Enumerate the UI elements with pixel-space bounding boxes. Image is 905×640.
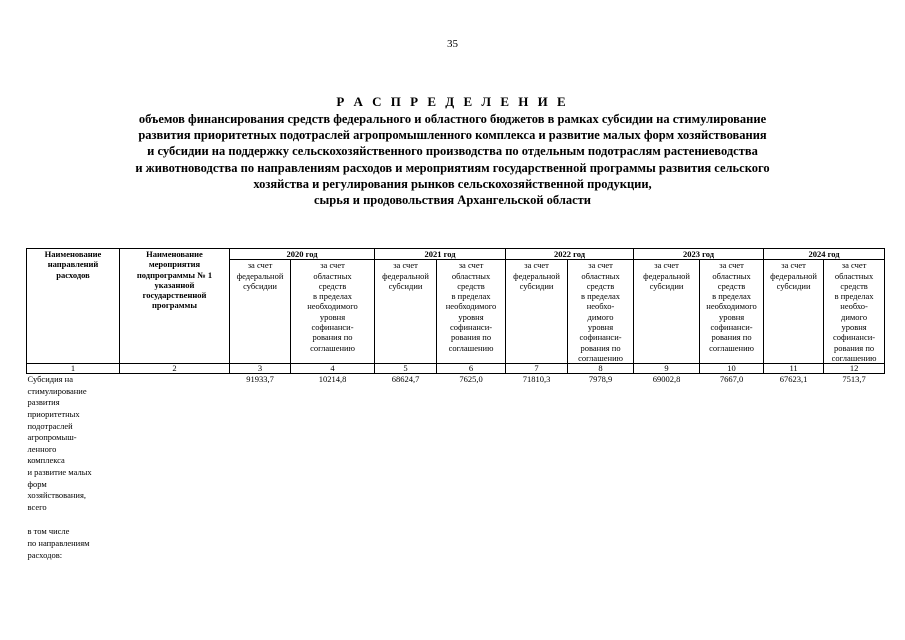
text-line: софинанси- xyxy=(710,322,753,333)
funding-table xyxy=(26,248,885,561)
text-line: областных xyxy=(451,270,491,281)
text-line: средств xyxy=(586,280,615,291)
header-federal-subsidy xyxy=(634,260,700,364)
row-label xyxy=(27,374,120,561)
text-line: комплекса xyxy=(27,455,65,466)
header-year: 2023 год xyxy=(634,249,764,260)
text-line: за счет xyxy=(654,260,679,271)
text-line: федеральной xyxy=(382,270,429,281)
subtitle-line: хозяйства и регулирования рынков сельскохозяйственной продукции, xyxy=(253,176,652,191)
text-line: федеральной xyxy=(513,270,560,281)
value-cell: 67623,1 xyxy=(779,374,808,385)
text-line: форм xyxy=(27,478,47,489)
text-line: приоритетных xyxy=(27,409,80,420)
text-line: за счет xyxy=(247,260,273,271)
text-line: мероприятия xyxy=(148,259,201,270)
subtitle-line: и субсидии на поддержку сельскохозяйственного производства по отдельным подотраслям растениеводства xyxy=(147,144,758,159)
text-line: средств xyxy=(717,280,746,291)
text-line: субсидии xyxy=(649,280,684,291)
text-line: димого xyxy=(587,311,614,322)
text-line: уровня xyxy=(841,322,867,333)
column-number: 2 xyxy=(120,364,230,374)
text-line: подпрограммы № 1 xyxy=(136,269,213,280)
text-line: соглашению xyxy=(578,352,623,363)
header-directions xyxy=(27,249,120,364)
text-line: уровня xyxy=(587,322,614,333)
text-line: всего xyxy=(27,501,47,512)
text-line: соглашению xyxy=(831,352,877,363)
header-year: 2024 год xyxy=(764,249,885,260)
text-line: софинанси- xyxy=(311,322,354,333)
text-line: расходов: xyxy=(27,549,63,560)
text-line: по направлениям xyxy=(27,537,90,548)
text-line: Наименование xyxy=(44,249,102,259)
text-line: направлений xyxy=(47,259,99,270)
column-number: 7 xyxy=(506,364,568,374)
text-line: уровня xyxy=(718,311,745,322)
text-line: рования по xyxy=(312,332,353,343)
header-row-years xyxy=(27,249,885,260)
text-line: средств xyxy=(318,280,347,291)
text-line: необходимого xyxy=(307,301,358,312)
text-line: ленного xyxy=(27,443,57,454)
text-line: рования по xyxy=(580,342,621,353)
subtitle-line: сырья и продовольствия Архангельской области xyxy=(314,193,591,208)
header-year: 2020 год xyxy=(230,249,375,260)
column-number-row xyxy=(27,364,885,374)
value-cell: 7667,0 xyxy=(719,374,744,385)
value-cell: 69002,8 xyxy=(652,374,681,385)
text-line: хозяйствования, xyxy=(27,490,86,501)
header-federal-subsidy xyxy=(506,260,568,364)
text-line: Наименование xyxy=(146,249,203,259)
subtitle-line: развития приоритетных подотраслей агропромышленного комплекса и развитие малых форм хозяйствования xyxy=(138,128,767,143)
text-line: субсидии xyxy=(243,280,277,291)
text-line: средств xyxy=(840,280,868,291)
text-line: субсидии xyxy=(519,280,554,291)
value-cell: 68624,7 xyxy=(391,374,420,385)
subtitle-line: и животноводства по направлениям расходов и мероприятиям государственной программы развития сельского xyxy=(135,160,770,175)
text-line: соглашению xyxy=(310,342,355,353)
column-number: 3 xyxy=(230,364,291,374)
value-cell: 91933,7 xyxy=(246,374,274,385)
text-line: в пределах xyxy=(712,291,752,302)
text-line: областных xyxy=(834,270,874,281)
text-line: развития xyxy=(27,397,60,408)
text-line: рования по xyxy=(834,342,875,353)
text-line: расходов xyxy=(56,269,90,280)
text-line: в том числе xyxy=(27,526,70,537)
header-federal-subsidy xyxy=(230,260,291,364)
text-line: федеральной xyxy=(236,270,284,281)
row-label-main xyxy=(28,374,119,513)
column-number: 5 xyxy=(375,364,437,374)
text-line: стимулирование xyxy=(27,385,87,396)
text-line: софинанси- xyxy=(579,332,622,343)
document-title: Р А С П Р Е Д Е Л Е Н И Е xyxy=(336,94,569,109)
text-line: и развитие малых xyxy=(27,467,92,478)
text-line: за счет xyxy=(781,260,806,271)
header-federal-subsidy xyxy=(764,260,824,364)
text-line: программы xyxy=(152,300,197,311)
text-line: указанной xyxy=(154,279,195,290)
text-line: софинанси- xyxy=(449,322,493,333)
header-federal-subsidy xyxy=(375,260,437,364)
text-line: рования по xyxy=(450,332,492,343)
text-line: за счет xyxy=(841,260,867,271)
text-line: необходимого xyxy=(706,301,757,312)
text-line: соглашению xyxy=(448,342,494,353)
value-cell: 10214,8 xyxy=(318,374,347,385)
text-line: субсидии xyxy=(388,280,423,291)
text-line: за счет xyxy=(588,260,613,271)
text-line: необходимого xyxy=(445,301,497,312)
text-line: за счет xyxy=(458,260,484,271)
text-line: в пределах xyxy=(313,291,352,302)
text-line: уровня xyxy=(458,311,484,322)
value-cell: 7978,9 xyxy=(588,374,613,385)
text-line: областных xyxy=(712,270,751,281)
text-line: субсидии xyxy=(776,280,811,291)
text-line: государственной xyxy=(142,290,207,301)
text-line: Субсидия на xyxy=(27,374,73,385)
value-cell: 7513,7 xyxy=(842,374,866,385)
header-regional-funds xyxy=(824,260,885,364)
page-number: 35 xyxy=(447,38,458,50)
header-regional-funds xyxy=(437,260,506,364)
text-line: в пределах xyxy=(581,291,621,302)
text-line: в пределах xyxy=(451,291,491,302)
text-line: областных xyxy=(581,270,620,281)
column-number: 8 xyxy=(568,364,634,374)
text-line: федеральной xyxy=(643,270,690,281)
header-regional-funds xyxy=(700,260,764,364)
column-number: 11 xyxy=(764,364,824,374)
text-line: рования по xyxy=(711,332,752,343)
text-line: за счет xyxy=(320,260,345,271)
text-line: подотраслей xyxy=(27,420,73,431)
text-line: софинанси- xyxy=(833,332,876,343)
column-number: 4 xyxy=(291,364,375,374)
value-cell: 7625,0 xyxy=(459,374,483,385)
text-line: в пределах xyxy=(834,291,874,302)
text-line: за счет xyxy=(719,260,744,271)
text-line: за счет xyxy=(393,260,418,271)
text-line: уровня xyxy=(319,311,346,322)
text-line: необхо- xyxy=(586,301,615,312)
column-number: 10 xyxy=(700,364,764,374)
text-line: за счет xyxy=(524,260,549,271)
header-measures xyxy=(120,249,230,364)
document-subtitle xyxy=(40,111,865,208)
column-number: 12 xyxy=(824,364,885,374)
text-line: федеральной xyxy=(770,270,817,281)
row-measure xyxy=(120,374,230,561)
column-number: 9 xyxy=(634,364,700,374)
row-label-note xyxy=(28,526,119,561)
column-number: 1 xyxy=(27,364,120,374)
header-regional-funds xyxy=(568,260,634,364)
value-cell: 71810,3 xyxy=(522,374,551,385)
text-line: соглашению xyxy=(709,342,754,353)
subtitle-line: объемов финансирования средств федерального и областного бюджетов в рамках субсидии на стимулирование xyxy=(138,112,767,126)
table-row-subsidy-total xyxy=(27,374,885,561)
text-line: необхо- xyxy=(840,301,868,312)
text-line: средств xyxy=(457,280,485,291)
text-line: агропромыш- xyxy=(27,432,77,443)
header-year: 2022 год xyxy=(506,249,634,260)
header-year: 2021 год xyxy=(375,249,506,260)
column-number: 6 xyxy=(437,364,506,374)
header-regional-funds xyxy=(291,260,375,364)
text-line: областных xyxy=(313,270,352,281)
text-line: димого xyxy=(841,311,868,322)
